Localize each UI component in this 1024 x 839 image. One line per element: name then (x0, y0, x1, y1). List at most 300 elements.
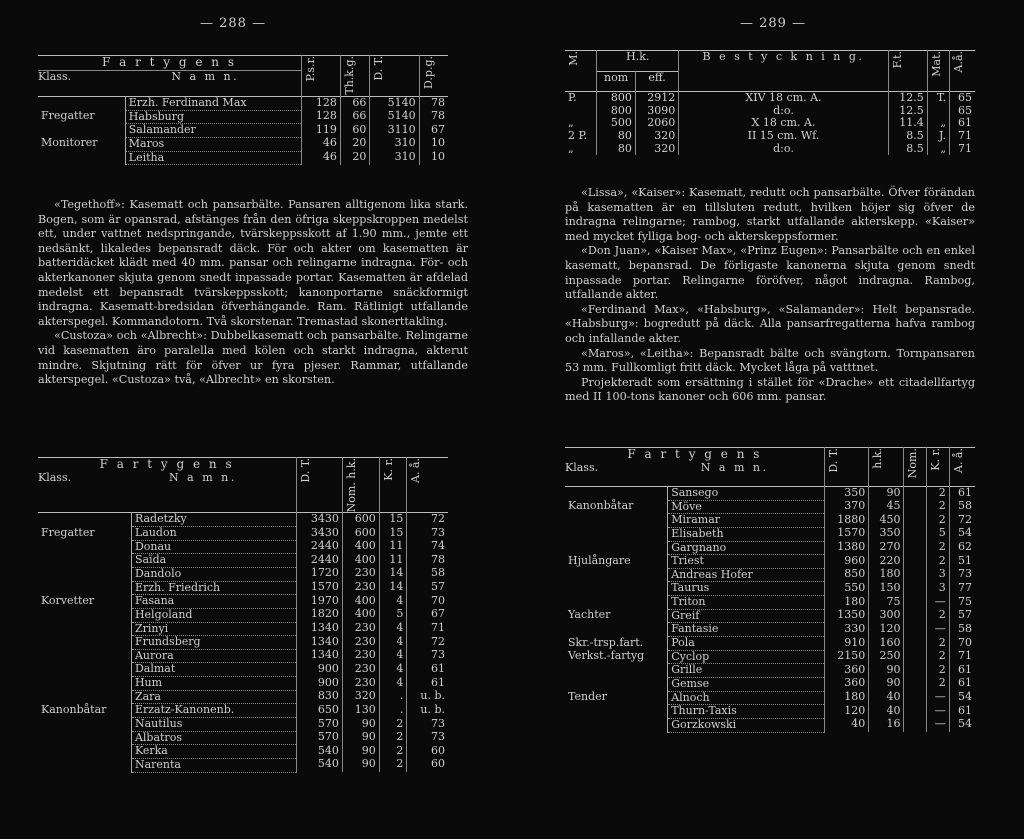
col-name: N a m n. (700, 460, 769, 474)
row-m: 2 P. (568, 128, 588, 142)
row-dt: 2150 (825, 650, 869, 664)
table-row (38, 704, 448, 718)
row-kr: — (927, 718, 950, 732)
col-dpg: D.p.g. (421, 56, 435, 89)
row-nom-blank (904, 514, 927, 528)
row-name: Grille (668, 664, 825, 678)
table-row (565, 650, 975, 664)
row-hk: 230 (342, 663, 379, 677)
table-row (38, 622, 448, 636)
row-eff: 3090 (635, 105, 678, 118)
row-kr: 3 (927, 568, 950, 582)
row-kr: — (927, 705, 950, 719)
row-kr: 2 (927, 514, 950, 528)
row-kr: 2 (379, 731, 407, 745)
row-hk: 150 (869, 582, 904, 596)
row-aa: 61 (949, 487, 975, 501)
row-class (38, 731, 131, 745)
row-hk: 90 (342, 718, 379, 732)
table-row (38, 758, 448, 772)
col-nom: nom (597, 71, 636, 92)
row-aa: 70 (407, 595, 448, 609)
row-kr: 4 (379, 595, 407, 609)
row-aa: 71 (949, 650, 975, 664)
row-dt: 830 (296, 690, 342, 704)
row-name: Erzh. Friedrich (131, 581, 296, 595)
row-hk: 180 (869, 568, 904, 582)
col-dt: D. T. (827, 448, 841, 473)
row-hk: 120 (869, 623, 904, 637)
row-name: Narenta (131, 758, 296, 772)
row-aa: 74 (407, 540, 448, 554)
row-aa: 58 (949, 500, 975, 514)
row-hk: 250 (869, 650, 904, 664)
row-thkg: 66 (340, 97, 370, 111)
row-hk: 90 (869, 677, 904, 691)
row-dt: 1340 (296, 636, 342, 650)
row-dt: 650 (296, 704, 342, 718)
row-dt: 180 (825, 691, 869, 705)
col-name: N a m n. (171, 69, 240, 83)
row-name: Laudon (131, 527, 296, 541)
table-row (565, 691, 975, 705)
row-name: Thurn-Taxis (668, 705, 825, 719)
row-name: Zrinyi (131, 622, 296, 636)
table-row (565, 130, 975, 143)
row-name: Gemse (668, 677, 825, 691)
row-class (38, 124, 125, 138)
row-name: Möve (668, 500, 825, 514)
table-row (38, 595, 448, 609)
row-aa: 75 (949, 596, 975, 610)
row-dt: 310 (370, 137, 419, 151)
row-eff: 2060 (635, 117, 678, 130)
row-class: Korvetter (41, 593, 95, 607)
row-hk: 400 (342, 595, 379, 609)
row-aa: 61 (407, 677, 448, 691)
row-hk: 160 (869, 637, 904, 651)
row-dt: 5140 (370, 97, 419, 111)
row-dt: 570 (296, 718, 342, 732)
table-row (565, 596, 975, 610)
row-name: Sansego (668, 487, 825, 501)
row-class (38, 581, 131, 595)
row-nom-blank (904, 596, 927, 610)
row-name: Miramar (668, 514, 825, 528)
row-aa: 60 (407, 758, 448, 772)
table-row (565, 568, 975, 582)
col-eff: eff. (635, 71, 678, 92)
row-kr: 15 (379, 513, 407, 527)
row-dt: 3430 (296, 527, 342, 541)
row-hk: 350 (869, 527, 904, 541)
row-name: Kerka (131, 745, 296, 759)
row-aa: 72 (407, 636, 448, 650)
col-class: Klass. (565, 460, 599, 474)
row-aa: 58 (949, 623, 975, 637)
table-row (38, 97, 448, 111)
row-kr: 2 (927, 487, 950, 501)
group-header: F a r t y g e n s (627, 447, 762, 461)
row-aa: 57 (407, 581, 448, 595)
row-aa: 61 (949, 664, 975, 678)
row-name: Leitha (125, 151, 301, 165)
row-kr: 5 (927, 527, 950, 541)
row-hk: 600 (342, 513, 379, 527)
row-dt: 960 (825, 555, 869, 569)
paragraph: «Tegethoff»: Kasematt och pansarbälte. Pansaren alltigenom lika stark. Bogen, som är opansrad, afstänges från den öfriga skeppskroppen medelst ett, under vattnet nedspringande, tvärskeppsskott af 1.90 mm., jemte ett nedsänkt, likaledes bepansradt däck. För och akter om kasematten är batteridäcket klädt med 40 mm. pansar och relingarne indragna. För- och akterkanoner skjuta genom snedt inpassade portar. Kasematten är afdelad medelst ett bepansradt tvärskeppsskott; kanonportarne snäckformigt indragna. Kasematt-bredsidan öfverhängande. Ram. Rätlinigt utfallande akterspegel. Kommandotorn. Två skorstenar. Tremastad skonerttakling. (38, 198, 468, 328)
table-row (565, 677, 975, 691)
ship-specs-table (565, 50, 975, 155)
row-aa: 65 (950, 105, 975, 118)
col-hk: h.k. (871, 448, 885, 469)
text-block (565, 186, 975, 405)
row-class (565, 677, 668, 691)
row-hk: 230 (342, 636, 379, 650)
row-nom-blank (904, 691, 927, 705)
row-hk: 90 (342, 745, 379, 759)
table-row (565, 718, 975, 732)
col-ft: F.t. (890, 51, 904, 69)
table-header (38, 56, 448, 97)
row-name: Fantasie (668, 623, 825, 637)
row-dt: 550 (825, 582, 869, 596)
table-row (38, 581, 448, 595)
row-nom-blank (904, 582, 927, 596)
row-hk: 40 (869, 691, 904, 705)
row-name: Maros (125, 137, 301, 151)
paragraph: «Don Juan», «Kaiser Max», «Prinz Eugen»: Pansarbälte och en enkel kasematt, bepansrad. De förligaste kanonerna skjuta genom snedt inpassade portar. Relingarne föröfver, något indragna. Rambog, utfallande akter. (565, 244, 975, 302)
row-kr: 2 (927, 664, 950, 678)
row-thkg: 60 (340, 124, 370, 138)
row-nom-blank (904, 677, 927, 691)
col-hk: H.k. (597, 51, 679, 72)
row-class (565, 718, 668, 732)
row-thkg: 66 (340, 110, 370, 124)
row-name: Cyclop (668, 650, 825, 664)
row-name: Andreas Hofer (668, 568, 825, 582)
row-dt: 5140 (370, 110, 419, 124)
page-number: — 288 — (200, 16, 267, 31)
row-dpg: 78 (419, 110, 448, 124)
row-class (38, 513, 131, 527)
row-kr: 4 (379, 663, 407, 677)
row-dt: 1880 (825, 514, 869, 528)
row-class: Yachter (568, 608, 611, 622)
row-aa: 61 (950, 117, 975, 130)
row-best: XIV 18 cm. A. (679, 92, 888, 105)
row-dt: 540 (296, 758, 342, 772)
row-hk: 220 (869, 555, 904, 569)
table-row (565, 500, 975, 514)
row-nom: 800 (597, 105, 636, 118)
row-aa: 60 (407, 745, 448, 759)
row-kr: — (927, 596, 950, 610)
row-class (565, 664, 668, 678)
row-class (38, 677, 131, 691)
row-eff: 2912 (635, 92, 678, 105)
row-name: Triest (668, 555, 825, 569)
row-nom-blank (904, 705, 927, 719)
row-ps: 119 (301, 124, 340, 138)
row-best: X 18 cm. A. (679, 117, 888, 130)
table-row (38, 731, 448, 745)
row-ps: 46 (301, 151, 340, 165)
row-hk: 16 (869, 718, 904, 732)
row-best: II 15 cm. Wf. (679, 130, 888, 143)
row-ft: 8.5 (888, 143, 927, 156)
row-class (565, 705, 668, 719)
row-kr: 4 (379, 677, 407, 691)
table-row (38, 608, 448, 622)
row-class: Fregatter (41, 109, 95, 123)
row-eff: 320 (635, 143, 678, 156)
table-row (565, 514, 975, 528)
row-aa: u. b. (407, 690, 448, 704)
table-header (565, 448, 975, 487)
row-nom: 800 (597, 92, 636, 105)
table-row (565, 527, 975, 541)
table-row (38, 513, 448, 527)
row-class (38, 718, 131, 732)
row-mat: „ (927, 117, 949, 130)
table-row (38, 527, 448, 541)
table-row (565, 705, 975, 719)
row-name: Dandolo (131, 567, 296, 581)
row-name: Gargnano (668, 541, 825, 555)
row-kr: 4 (379, 636, 407, 650)
row-ft: 12.5 (888, 105, 927, 118)
row-best: d:o. (679, 143, 888, 156)
row-aa: 71 (407, 622, 448, 636)
col-dt: D. T. (298, 458, 312, 483)
row-dt: 850 (825, 568, 869, 582)
row-dt: 1350 (825, 609, 869, 623)
row-kr: 2 (927, 541, 950, 555)
table-row (565, 582, 975, 596)
row-hk: 600 (342, 527, 379, 541)
row-dpg: 67 (419, 124, 448, 138)
row-hk: 230 (342, 581, 379, 595)
row-ft: 11.4 (888, 117, 927, 130)
row-name: Habsburg (125, 110, 301, 124)
row-hk: 400 (342, 554, 379, 568)
row-dt: 1380 (825, 541, 869, 555)
row-class (38, 690, 131, 704)
row-nom-blank (904, 568, 927, 582)
row-aa: 73 (407, 731, 448, 745)
row-dt: 1970 (296, 595, 342, 609)
paragraph: «Maros», «Leitha»: Bepansradt bälte och svängtorn. Tornpansaren 53 mm. Fullkomligt fritt däck. Mycket låga på vatttnet. (565, 346, 975, 375)
row-dt: 900 (296, 663, 342, 677)
row-aa: 54 (949, 527, 975, 541)
ship-table-gunboats (565, 447, 975, 733)
page-number: — 289 — (740, 16, 807, 31)
row-kr: 2 (927, 650, 950, 664)
row-class: Fregatter (41, 525, 95, 539)
row-nom-blank (904, 637, 927, 651)
row-dt: 1720 (296, 567, 342, 581)
row-aa: 61 (949, 705, 975, 719)
row-aa: 73 (407, 527, 448, 541)
row-class (565, 527, 668, 541)
row-name: Erzatz-Kanonenb. (131, 704, 296, 718)
row-hk: 90 (342, 758, 379, 772)
group-header: F a r t y g e n s (102, 55, 237, 69)
row-ps: 128 (301, 110, 340, 124)
row-kr: 5 (379, 608, 407, 622)
table-row (38, 554, 448, 568)
row-hk: 270 (869, 541, 904, 555)
row-dt: 3110 (370, 124, 419, 138)
row-dpg: 10 (419, 151, 448, 165)
row-aa: 54 (949, 718, 975, 732)
row-m: „ (568, 116, 574, 130)
table-row (565, 541, 975, 555)
row-hk: 320 (342, 690, 379, 704)
row-class (565, 596, 668, 610)
table-row (565, 487, 975, 501)
row-name: Albatros (131, 731, 296, 745)
table-row (565, 609, 975, 623)
row-kr: 2 (379, 718, 407, 732)
row-dt: 910 (825, 637, 869, 651)
row-eff: 320 (635, 130, 678, 143)
text-block (38, 198, 468, 388)
row-class (38, 151, 125, 165)
row-thkg: 20 (340, 137, 370, 151)
row-dt: 2440 (296, 554, 342, 568)
col-nom: Nom. (906, 448, 920, 479)
row-dt: 1570 (825, 527, 869, 541)
row-name: Donau (131, 540, 296, 554)
row-kr: 11 (379, 554, 407, 568)
row-kr: 4 (379, 622, 407, 636)
row-class (38, 636, 131, 650)
row-dt: 350 (825, 487, 869, 501)
row-dt: 330 (825, 623, 869, 637)
row-kr: 4 (379, 649, 407, 663)
row-dt: 360 (825, 677, 869, 691)
row-kr: 15 (379, 527, 407, 541)
row-dt: 1340 (296, 649, 342, 663)
ship-table-ironclads (38, 55, 448, 165)
row-dt: 1820 (296, 608, 342, 622)
col-name: N a m n. (169, 470, 237, 484)
row-nom-blank (904, 650, 927, 664)
row-dt: 3430 (296, 513, 342, 527)
row-class: Skr.-trsp.fart. (568, 635, 644, 649)
row-hk: 90 (869, 487, 904, 501)
row-class: Hjulångare (568, 553, 631, 567)
table-row (38, 690, 448, 704)
row-dt: 40 (825, 718, 869, 732)
table-row (38, 649, 448, 663)
row-name: Elisabeth (668, 527, 825, 541)
row-class (38, 567, 131, 581)
row-class: Tender (568, 690, 607, 704)
row-hk: 130 (342, 704, 379, 718)
row-class (38, 663, 131, 677)
row-class (38, 649, 131, 663)
paragraph: Projekteradt som ersättning i stället för «Drache» ett citadellfartyg med II 100-tons kanoner och 606 mm. pansar. (565, 375, 975, 404)
table-row (565, 637, 975, 651)
table-row (38, 663, 448, 677)
row-aa: 65 (950, 92, 975, 105)
row-aa: 51 (949, 555, 975, 569)
table-row (38, 677, 448, 691)
row-name: Alnoch (668, 691, 825, 705)
row-name: Helgoland (131, 608, 296, 622)
col-class: Klass. (38, 470, 72, 484)
row-aa: 72 (949, 514, 975, 528)
row-m: P. (568, 91, 577, 104)
table-row (38, 567, 448, 581)
row-kr: . (379, 704, 407, 718)
row-hk: 45 (869, 500, 904, 514)
row-hk: 75 (869, 596, 904, 610)
table-header (565, 51, 975, 72)
row-name: Saïda (131, 554, 296, 568)
row-dt: 900 (296, 677, 342, 691)
row-nom-blank (904, 718, 927, 732)
row-aa: 67 (407, 608, 448, 622)
row-kr: 3 (927, 582, 950, 596)
paragraph: «Lissa», «Kaiser»: Kasematt, redutt och pansarbälte. Öfver förändan på kasematten är en tillsluten redutt, hvilken höjer sig öfver de indragna relingarne; rambog, starkt utfallande akterskepp. «Kaiser» med mycket fylliga bog- och akterskeppsformer. (565, 186, 975, 243)
row-name: Fasana (131, 595, 296, 609)
row-name: Pola (668, 637, 825, 651)
row-hk: 400 (342, 540, 379, 554)
row-mat: J. (927, 130, 949, 143)
row-thkg: 20 (340, 151, 370, 165)
row-name: Hum (131, 677, 296, 691)
row-hk: 90 (342, 731, 379, 745)
row-aa: 61 (949, 677, 975, 691)
table-row (565, 664, 975, 678)
row-name: Nautilus (131, 718, 296, 732)
row-kr: 2 (379, 745, 407, 759)
row-nom-blank (904, 609, 927, 623)
row-name: Greif (668, 609, 825, 623)
row-nom-blank (904, 623, 927, 637)
row-dpg: 10 (419, 137, 448, 151)
row-dt: 540 (296, 745, 342, 759)
row-dt: 310 (370, 151, 419, 165)
col-best: B e s t y c k n i n g. (679, 51, 888, 92)
table-row (38, 636, 448, 650)
row-mat (927, 105, 949, 118)
row-name: Gorzkowski (668, 718, 825, 732)
right-page (505, 0, 1024, 839)
row-aa: 54 (949, 691, 975, 705)
row-aa: 58 (407, 567, 448, 581)
col-nomhk: Nom. h.k. (344, 458, 358, 513)
row-name: Triton (668, 596, 825, 610)
row-class (38, 608, 131, 622)
col-m: M. (567, 51, 580, 66)
table-row (38, 110, 448, 124)
row-aa: 73 (407, 718, 448, 732)
row-class: Monitorer (41, 136, 98, 150)
col-kr: K. r. (929, 448, 943, 471)
col-mat: Mat. (929, 51, 943, 77)
row-hk: 90 (869, 664, 904, 678)
row-ps: 128 (301, 97, 340, 111)
row-aa: 57 (949, 609, 975, 623)
row-aa: 71 (950, 143, 975, 156)
row-class (38, 554, 131, 568)
row-mat: „ (927, 143, 949, 156)
